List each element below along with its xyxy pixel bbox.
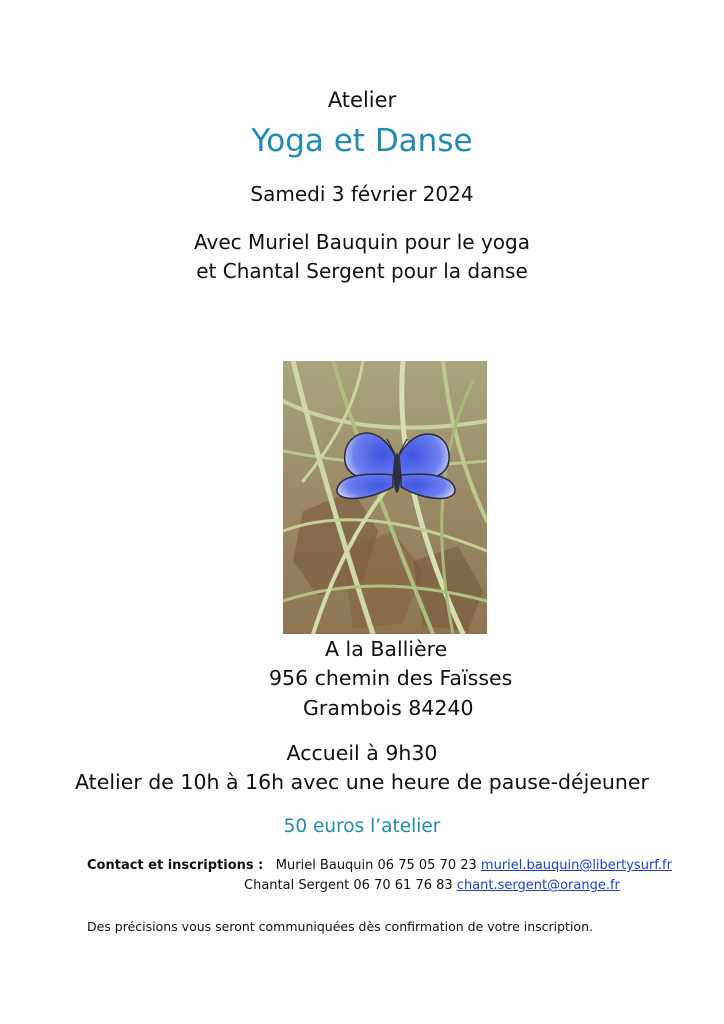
instructor-line-1: Avec Muriel Bauquin pour le yoga	[194, 230, 530, 254]
heading-atelier: Atelier	[327, 88, 397, 112]
address-line-2: 956 chemin des Faïsses	[269, 666, 513, 690]
price: 50 euros l’atelier	[283, 816, 441, 837]
butterfly-photo	[283, 361, 487, 634]
address-line-3: Grambois 84240	[303, 696, 474, 720]
contact-line-1	[87, 858, 672, 873]
address-line-1: A la Ballière	[325, 637, 448, 661]
contact-person-1: Muriel Bauquin 06 75 05 70 23	[275, 858, 477, 873]
event-date: Samedi 3 février 2024	[250, 182, 474, 206]
contact-line-2	[244, 878, 620, 893]
contact-label: Contact et inscriptions :	[87, 858, 264, 873]
schedule-line: Atelier de 10h à 16h avec une heure de pause-déjeuner	[75, 770, 649, 794]
email-link-1[interactable]: muriel.bauquin@libertysurf.fr	[480, 858, 672, 873]
email-link-2[interactable]: chant.sergent@orange.fr	[456, 878, 620, 893]
contact-person-2: Chantal Sergent 06 70 61 76 83	[244, 878, 453, 893]
instructor-line-2: et Chantal Sergent pour la danse	[196, 259, 528, 283]
welcome-time: Accueil à 9h30	[286, 741, 438, 765]
footer-note: Des précisions vous seront communiquées dès confirmation de votre inscription.	[87, 919, 593, 934]
event-title: Yoga et Danse	[251, 123, 473, 159]
